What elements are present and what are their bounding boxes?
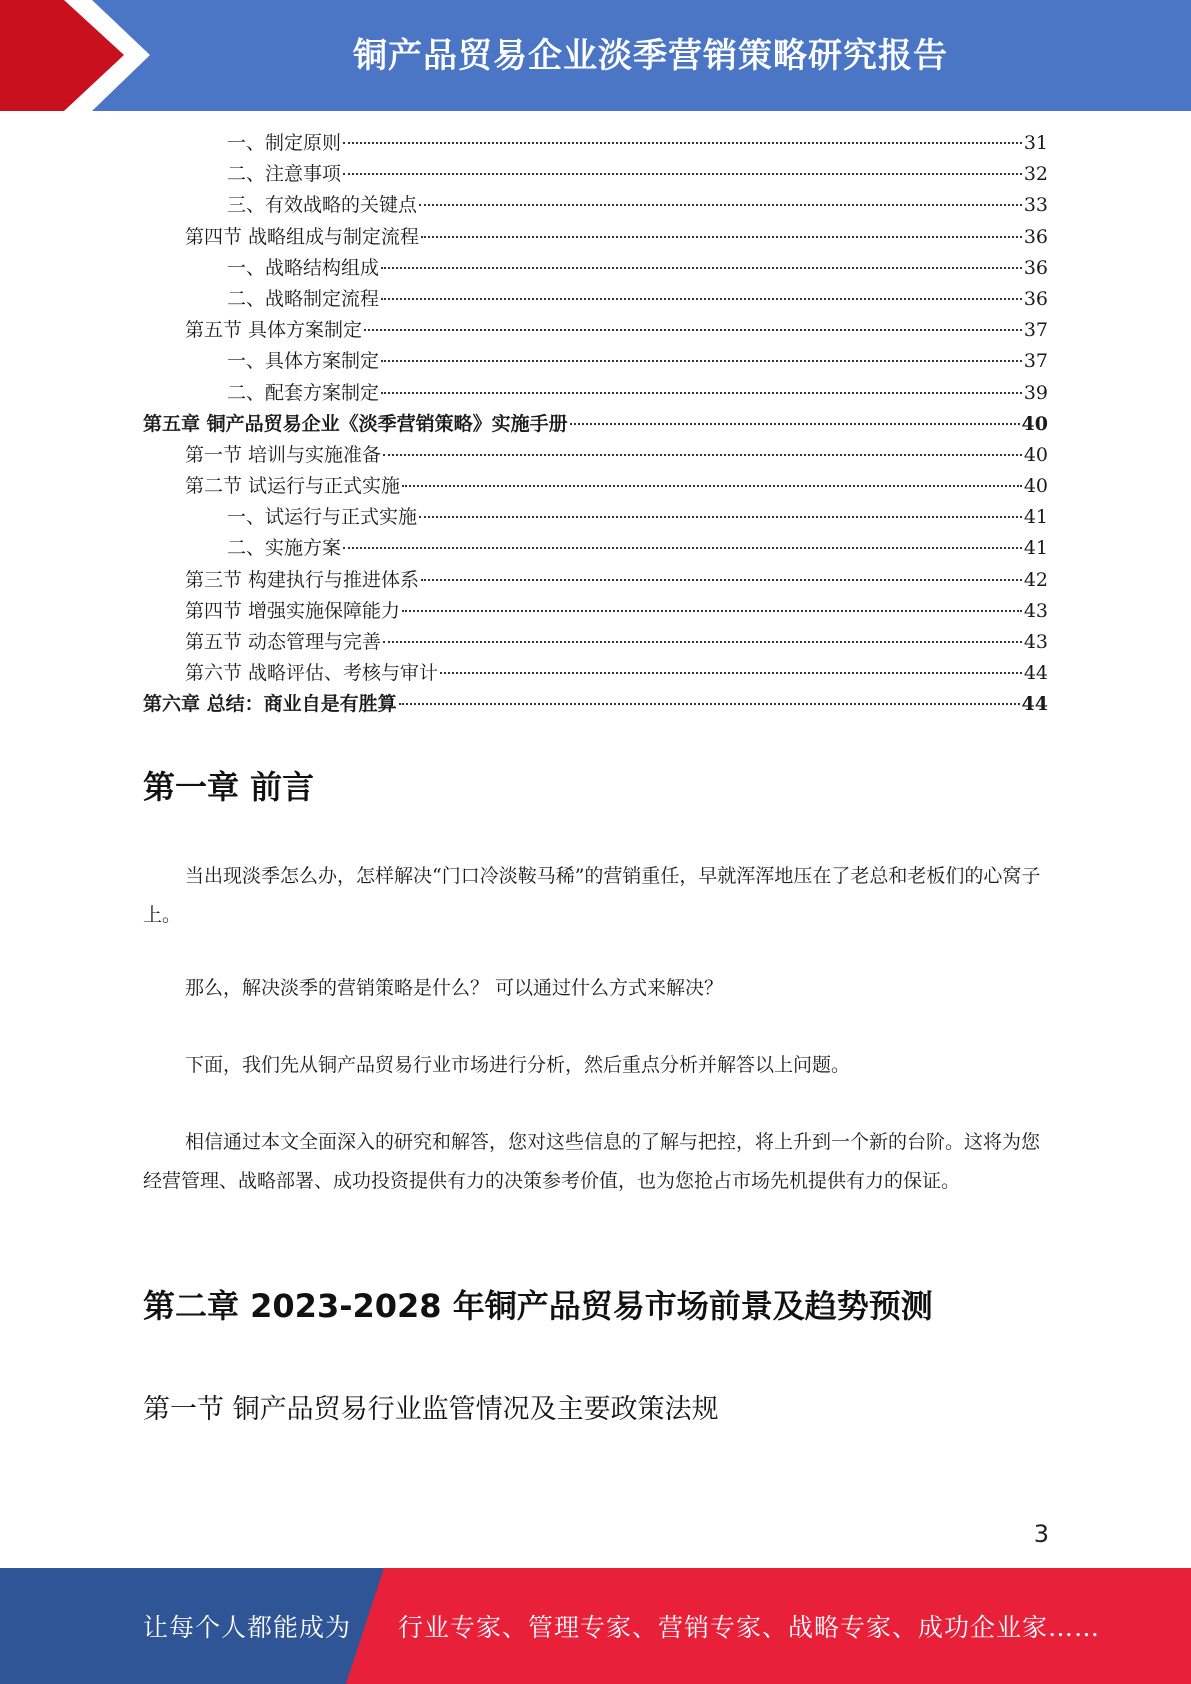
toc-entry[interactable]: [143, 128, 1048, 159]
toc-entry-page: 41: [1023, 506, 1048, 529]
toc-entry-label: 一、战略结构组成: [227, 256, 380, 279]
chapter1-paragraph-2: 那么，解决淡季的营销策略是什么？ 可以通过什么方式来解决？: [185, 977, 724, 999]
toc-entry-label: 第六节 战略评估、考核与审计: [185, 662, 439, 685]
toc-entry[interactable]: [143, 159, 1048, 190]
toc-entry[interactable]: [143, 565, 1048, 596]
toc-entry-label: 第二节 试运行与正式实施: [185, 475, 401, 498]
page-number: 3: [1033, 1520, 1049, 1548]
toc-entry[interactable]: [143, 689, 1048, 720]
toc-dot-leader: [440, 672, 1022, 674]
toc-entry-label: 一、具体方案制定: [227, 350, 380, 373]
toc-dot-leader: [419, 204, 1022, 206]
toc-entry[interactable]: [143, 253, 1048, 284]
toc-entry-page: 36: [1023, 287, 1048, 310]
toc-dot-leader: [383, 454, 1022, 456]
toc-dot-leader: [381, 392, 1022, 394]
toc-entry[interactable]: [143, 471, 1048, 502]
toc-dot-leader: [343, 142, 1022, 144]
toc-dot-leader: [570, 423, 1020, 425]
toc-entry[interactable]: [143, 346, 1048, 377]
toc-dot-leader: [402, 485, 1022, 487]
toc-entry-label: 二、配套方案制定: [227, 381, 380, 404]
toc-entry[interactable]: [143, 378, 1048, 409]
toc-entry-page: 39: [1023, 381, 1048, 404]
toc-entry-label: 一、试运行与正式实施: [227, 506, 418, 529]
toc-dot-leader: [381, 360, 1022, 362]
toc-entry-page: 41: [1023, 537, 1048, 560]
table-of-contents: [143, 128, 1048, 721]
toc-dot-leader: [402, 610, 1022, 612]
toc-dot-leader: [383, 641, 1022, 643]
chapter1-paragraph-4: 相信通过本文全面深入的研究和解答，您对这些信息的了解与把控，将上升到一个新的台阶。这将为您经营管理、战略部署、成功投资提供有力的决策参考价值，也为您抢占市场先机提供有力的保证。: [143, 1131, 1041, 1192]
toc-entry-page: 32: [1023, 163, 1048, 186]
toc-entry-label: 第三节 构建执行与推进体系: [185, 568, 420, 591]
toc-entry-label: 二、注意事项: [227, 163, 342, 186]
toc-entry[interactable]: [143, 190, 1048, 221]
toc-entry[interactable]: [143, 409, 1048, 440]
toc-entry-label: 第五节 具体方案制定: [185, 319, 363, 342]
toc-entry[interactable]: [143, 222, 1048, 253]
chapter2-title: 第二章 2023-2028 年铜产品贸易市场前景及趋势预测: [143, 1287, 933, 1325]
toc-dot-leader: [343, 173, 1022, 175]
toc-dot-leader: [364, 329, 1022, 331]
footer-slogan-left: 让每个人都能成为: [143, 1613, 352, 1642]
toc-entry-page: 40: [1021, 412, 1048, 435]
toc-entry-page: 40: [1023, 443, 1048, 466]
toc-entry[interactable]: [143, 502, 1048, 533]
toc-dot-leader: [381, 267, 1022, 269]
chapter1-paragraph-1: 当出现淡季怎么办，怎样解决“门口冷淡鞍马稀”的营销重任，早就浑浑地压在了老总和老板们的心窝子上。: [143, 865, 1041, 926]
toc-entry-page: 40: [1023, 475, 1048, 498]
toc-dot-leader: [419, 516, 1022, 518]
toc-dot-leader: [399, 703, 1020, 705]
toc-entry-page: 43: [1023, 631, 1048, 653]
toc-entry-label: 第四节 战略组成与制定流程: [185, 225, 420, 248]
toc-entry-page: 33: [1023, 194, 1048, 217]
page-footer: [0, 1568, 1191, 1684]
toc-entry-page: 36: [1023, 225, 1048, 248]
toc-entry-label: 三、有效战略的关键点: [227, 194, 418, 217]
chapter1-paragraph-3: 下面，我们先从铜产品贸易行业市场进行分析，然后重点分析并解答以上问题。: [185, 1054, 851, 1076]
toc-entry-page: 42: [1023, 568, 1048, 591]
toc-entry-page: 36: [1023, 256, 1048, 279]
toc-entry-page: 37: [1023, 350, 1048, 373]
page-header: [0, 0, 1191, 111]
toc-dot-leader: [421, 579, 1022, 581]
toc-entry-label: 二、战略制定流程: [227, 287, 380, 310]
toc-entry[interactable]: [143, 658, 1048, 689]
toc-dot-leader: [421, 236, 1022, 238]
toc-entry-label: 第六章 总结：商业自是有胜算: [143, 693, 397, 716]
toc-entry[interactable]: [143, 440, 1048, 471]
toc-entry[interactable]: [143, 315, 1048, 346]
toc-entry[interactable]: [143, 284, 1048, 315]
toc-entry-label: 第五章 铜产品贸易企业《淡季营销策略》实施手册: [143, 412, 568, 435]
toc-entry-page: 43: [1023, 599, 1048, 622]
toc-dot-leader: [343, 547, 1022, 549]
toc-entry-page: 44: [1021, 693, 1048, 716]
header-title: 铜产品贸易企业淡季营销策略研究报告: [353, 36, 948, 76]
toc-entry-label: 第五节 动态管理与完善: [185, 631, 382, 653]
toc-entry[interactable]: [143, 596, 1048, 627]
chapter1-title: 第一章 前言: [143, 768, 315, 806]
toc-entry-page: 44: [1023, 662, 1048, 685]
toc-entry-page: 31: [1023, 132, 1048, 154]
toc-entry[interactable]: [143, 627, 1048, 658]
toc-dot-leader: [381, 298, 1022, 300]
toc-entry-label: 第四节 增强实施保障能力: [185, 599, 401, 622]
chapter2-section1-title: 第一节 铜产品贸易行业监管情况及主要政策法规: [143, 1394, 719, 1425]
toc-entry-page: 37: [1023, 319, 1048, 342]
toc-entry-label: 一、制定原则: [227, 132, 342, 154]
toc-entry[interactable]: [143, 533, 1048, 564]
toc-entry-label: 二、实施方案: [227, 537, 342, 560]
footer-slogan-right: 行业专家、管理专家、营销专家、战略专家、成功企业家……: [398, 1613, 1101, 1642]
toc-entry-label: 第一节 培训与实施准备: [185, 443, 382, 466]
